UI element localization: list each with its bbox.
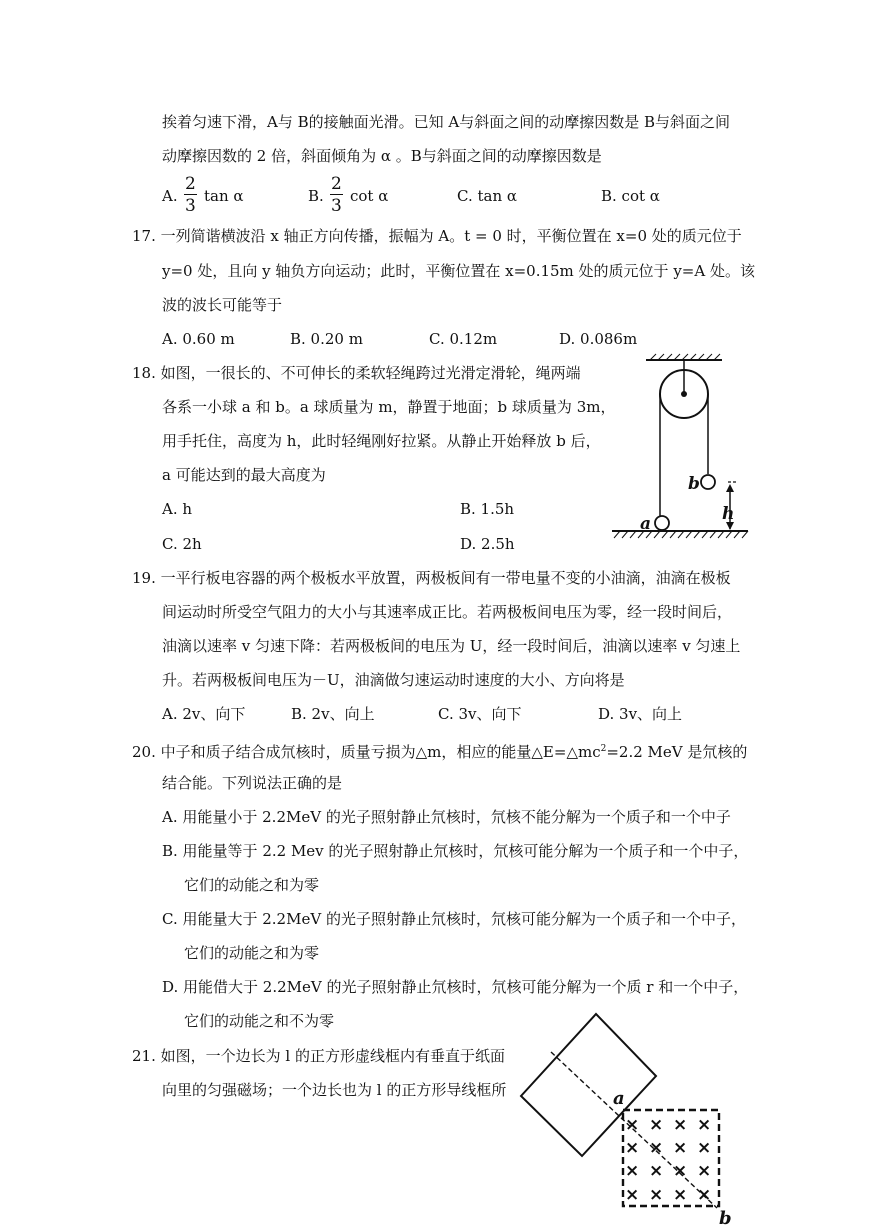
q17-option-c: C. 0.12m — [429, 330, 498, 348]
q20-line-1 — [132, 739, 747, 762]
q16-option-c: C. tan α — [457, 187, 518, 205]
svg-text:×: × — [697, 1138, 712, 1158]
svg-text:×: × — [649, 1138, 664, 1158]
q16-option-a-function: tan α — [204, 187, 244, 205]
svg-text:×: × — [649, 1185, 664, 1205]
q17-option-a: A. 0.60 m — [162, 330, 235, 348]
q16-option-d: B. cot α — [601, 187, 660, 205]
q18-label-a: a — [640, 514, 652, 534]
q21-line-1: 21. 如图，一个边长为 l 的正方形虚线框内有垂直于纸面 — [132, 1047, 505, 1065]
q16-option-b-function: cot α — [350, 187, 389, 205]
svg-text:×: × — [625, 1115, 640, 1135]
q17-option-d: D. 0.086m — [559, 330, 638, 348]
q20-line-1-exponent: 2 — [600, 744, 607, 754]
q18-line-2: 各系一小球 a 和 b。a 球质量为 m，静置于地面；b 球质量为 3m， — [162, 398, 616, 416]
q20-option-d-line-2: 它们的动能之和不为零 — [184, 1012, 335, 1030]
q20-option-c-line-2: 它们的动能之和为零 — [184, 944, 320, 962]
svg-text:×: × — [625, 1138, 640, 1158]
q18-option-d: D. 2.5h — [460, 535, 515, 553]
q20-line-2: 结合能。下列说法正确的是 — [162, 774, 343, 792]
svg-text:×: × — [697, 1115, 712, 1135]
q18-label-h: h — [722, 504, 735, 524]
q18-option-b: B. 1.5h — [460, 500, 515, 518]
q19-option-d: D. 3v、向上 — [598, 705, 683, 723]
q20-option-a: A. 用能量小于 2.2MeV 的光子照射静止氘核时，氘核不能分解为一个质子和一个中子 — [162, 808, 731, 826]
q19-option-c: C. 3v、向下 — [438, 705, 522, 723]
q21-line-2: 向里的匀强磁场；一个边长也为 l 的正方形导线框所 — [162, 1081, 507, 1099]
q21-label-b: b — [719, 1208, 732, 1228]
q16-line-2: 动摩擦因数的 2 倍，斜面倾角为 α 。B与斜面之间的动摩擦因数是 — [162, 147, 602, 165]
svg-text:×: × — [697, 1161, 712, 1181]
q19-line-1: 19. 一平行板电容器的两个极板水平放置，两极板间有一带电量不变的小油滴，油滴在极板 — [132, 569, 731, 587]
q21-label-a: a — [613, 1088, 625, 1109]
q18-option-a: A. h — [162, 500, 193, 518]
q17-line-2: y=0 处，且向 y 轴负方向运动；此时，平衡位置在 x=0.15m 处的质元位于 y=A 处。该 — [162, 262, 755, 280]
q19-line-2: 间运动时所受空气阻力的大小与其速率成正比。若两极板间电压为零，经一段时间后， — [162, 603, 733, 621]
svg-text:×: × — [697, 1185, 712, 1205]
q19-line-3: 油滴以速率 v 匀速下降：若两极板间的电压为 U，经一段时间后，油滴以速率 v 匀速上 — [162, 637, 741, 655]
q19-line-4: 升。若两极板间电压为－U，油滴做匀速运动时速度的大小、方向将是 — [162, 671, 625, 689]
svg-text:×: × — [673, 1185, 688, 1205]
svg-text:×: × — [673, 1115, 688, 1135]
q16-option-a-fraction — [184, 174, 197, 217]
svg-text:×: × — [673, 1138, 688, 1158]
svg-text:×: × — [625, 1185, 640, 1205]
q18-option-c: C. 2h — [162, 535, 202, 553]
q16-option-a-denominator: 3 — [185, 196, 196, 216]
q18-line-1: 18. 如图，一很长的、不可伸长的柔软轻绳跨过光滑定滑轮，绳两端 — [132, 364, 581, 382]
q19-option-b: B. 2v、向上 — [291, 705, 375, 723]
q16-option-a-label: A. — [162, 187, 178, 205]
q16-line-1: 挨着匀速下滑，A与 B的接触面光滑。已知 A与斜面之间的动摩擦因数是 B与斜面之间 — [162, 113, 731, 131]
q16-option-b-numerator: 2 — [331, 174, 342, 194]
q20-option-b-line-2: 它们的动能之和为零 — [184, 876, 320, 894]
q19-option-a: A. 2v、向下 — [162, 705, 246, 723]
q20-option-b-line-1: B. 用能量等于 2.2 Mev 的光子照射静止氘核时，氘核可能分解为一个质子和一个中子， — [162, 842, 749, 860]
q17-line-3: 波的波长可能等于 — [162, 296, 283, 314]
q16-option-b-label: B. — [308, 187, 324, 205]
q20-option-c-line-1: C. 用能量大于 2.2MeV 的光子照射静止氘核时，氘核可能分解为一个质子和一个中子， — [162, 910, 746, 928]
q16-option-a-numerator: 2 — [185, 174, 196, 194]
q18-line-3: 用手托住，高度为 h，此时轻绳刚好拉紧。从静止开始释放 b 后， — [162, 432, 601, 450]
q17-line-1: 17. 一列简谐横波沿 x 轴正方向传播，振幅为 A。t = 0 时，平衡位置在 x=0 处的质元位于 — [132, 227, 742, 245]
q18-label-b: b — [688, 474, 700, 494]
q21-figure — [515, 1010, 745, 1226]
svg-text:×: × — [649, 1161, 664, 1181]
q16-option-b-fraction — [330, 174, 343, 217]
q20-line-1-end: =2.2 MeV 是氘核的 — [606, 743, 748, 761]
q18-line-4: a 可能达到的最大高度为 — [162, 466, 326, 484]
q18-pulley-figure — [612, 352, 752, 544]
q20-line-1-start: 20. 中子和质子结合成氘核时，质量亏损为△m，相应的能量△E=△mc — [132, 743, 601, 761]
q17-option-b: B. 0.20 m — [290, 330, 363, 348]
q20-option-d-line-1: D. 用能借大于 2.2MeV 的光子照射静止氘核时，氘核可能分解为一个质 r 和一个中子， — [162, 978, 749, 996]
svg-text:×: × — [673, 1161, 688, 1181]
svg-text:×: × — [649, 1115, 664, 1135]
svg-text:×: × — [625, 1161, 640, 1181]
q16-option-b-denominator: 3 — [331, 196, 342, 216]
